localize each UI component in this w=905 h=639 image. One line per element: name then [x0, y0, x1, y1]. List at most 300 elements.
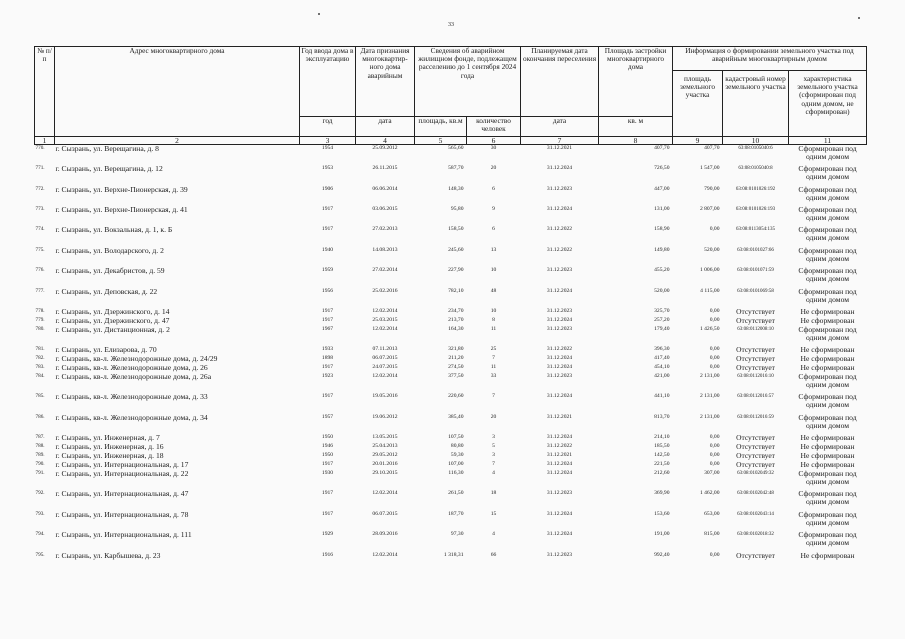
row-characteristic: Сформирован под одним домом [798, 509, 857, 527]
row-area: 213,70 [448, 316, 464, 323]
row-build-area: 520,00 [654, 287, 670, 294]
unit-area: площадь, кв.м [415, 117, 467, 137]
row-people: 25 [490, 345, 497, 352]
row-year: 1954 [321, 145, 334, 151]
row-year: 1917 [321, 363, 334, 370]
colnum-5: 5 [415, 137, 467, 145]
row-number: 783. [35, 363, 45, 370]
row-cadastral: 63:08:0112008:10 [737, 326, 774, 332]
row-build-area: 185,50 [654, 442, 670, 449]
row-year: 1940 [321, 246, 334, 253]
row-planned-date: 31.12.2024 [546, 460, 573, 467]
table-row [35, 165, 867, 186]
row-people: 3 [492, 433, 495, 440]
row-planned-date: 31.12.2023 [546, 372, 573, 379]
row-address: г. Сызрань, ул. Вокзальная, д. 1, к. Б [55, 224, 173, 234]
row-address: г. Сызрань, ул. Интернациональная, д. 22 [55, 468, 189, 478]
row-planned-date: 31.12.2024 [546, 392, 573, 399]
row-people: 11 [490, 325, 497, 332]
row-build-area: 726,50 [654, 164, 670, 171]
row-land-area: 653,00 [704, 510, 720, 517]
row-area: 164,30 [448, 325, 464, 332]
header-fund-info: Сведения об аварийном жилищном фонде, подлежащем расселению до 1 сентября 2024 года [415, 47, 521, 117]
row-planned-date: 31.12.2023 [546, 489, 573, 496]
row-address: г. Сызрань, ул. Дистанционная, д. 2 [55, 324, 170, 334]
row-characteristic: Не сформирован [800, 550, 855, 560]
row-characteristic: Сформирован под одним домом [798, 224, 857, 242]
row-land-area: 0,00 [709, 433, 720, 440]
unit-planned-date: дата [521, 117, 599, 137]
row-area: 1 318,31 [443, 551, 464, 558]
row-area: 80,80 [450, 442, 464, 449]
scan-speck [858, 17, 860, 19]
colnum-3: 3 [300, 137, 356, 145]
row-land-area: 0,00 [709, 354, 720, 361]
row-year: 1898 [321, 354, 334, 361]
row-people: 30 [490, 145, 497, 151]
row-year: 1906 [321, 185, 334, 192]
header-number: № п/п [35, 47, 55, 137]
row-planned-date: 31.12.2024 [546, 433, 573, 440]
row-people: 20 [490, 413, 497, 420]
row-number: 787. [35, 433, 45, 440]
table-row [35, 373, 867, 393]
row-emergency-date: 28.09.2016 [372, 530, 398, 537]
row-emergency-date: 06.07.2015 [372, 354, 398, 361]
row-cadastral: Отсутствует [736, 432, 775, 442]
row-characteristic: Не сформирован [800, 306, 855, 316]
row-people: 20 [490, 164, 497, 171]
row-address: г. Сызрань, кв-л. Железнодорожные дома, д. 24/29 [55, 353, 218, 363]
row-land-area: 2 131,00 [699, 413, 720, 420]
row-year: 1917 [321, 510, 334, 517]
row-land-area: 1 462,00 [699, 489, 720, 496]
row-area: 59,30 [450, 451, 464, 458]
row-people: 15 [490, 510, 497, 517]
row-people: 6 [492, 225, 495, 232]
row-characteristic: Не сформирован [800, 432, 855, 442]
header-cadastral: кадастровый номер земельного участка [723, 71, 789, 137]
row-address: г. Сызрань, ул. Верхне-Пионерская, д. 39 [55, 184, 188, 194]
row-land-area: 2 131,00 [699, 392, 720, 399]
row-land-area: 407,70 [704, 145, 720, 151]
row-people: 18 [490, 489, 497, 496]
row-address: г. Сызрань, кв-л. Железнодорожные дома, д. 33 [55, 391, 208, 401]
row-number: 791. [35, 469, 45, 476]
row-number: 792. [35, 489, 45, 496]
colnum-1: 1 [35, 137, 55, 145]
row-people: 33 [490, 372, 497, 379]
row-number: 771. [35, 164, 45, 171]
row-number: 782. [35, 354, 45, 361]
row-people: 8 [492, 316, 495, 323]
row-number: 779. [35, 316, 45, 323]
row-land-area: 1 426,50 [699, 325, 720, 332]
row-land-area: 0,00 [709, 225, 720, 232]
row-emergency-date: 25.09.2012 [372, 145, 398, 151]
table-row [35, 393, 867, 414]
row-emergency-date: 06.06.2014 [372, 185, 398, 192]
row-emergency-date: 24.07.2015 [372, 363, 398, 370]
row-land-area: 0,00 [709, 363, 720, 370]
header-emergency-date: Дата признания многоквартир-ного дома аварийным [356, 47, 415, 117]
row-emergency-date: 27.02.2013 [372, 225, 398, 232]
table-row [35, 326, 867, 346]
row-planned-date: 31.12.2023 [546, 185, 573, 192]
row-land-area: 2 807,00 [699, 205, 720, 212]
row-cadastral: Отсутствует [736, 315, 775, 325]
row-planned-date: 31.12.2022 [546, 246, 573, 253]
row-characteristic: Сформирован под одним домом [798, 468, 857, 486]
row-year: 1917 [321, 316, 334, 323]
row-year: 1923 [321, 372, 334, 379]
row-number: 788. [35, 442, 45, 449]
row-number: 794. [35, 530, 45, 537]
table-row [35, 414, 867, 434]
row-characteristic: Не сформирован [800, 450, 855, 460]
row-area: 261,50 [448, 489, 464, 496]
row-address: г. Сызрань, ул. Декабристов, д. 59 [55, 265, 165, 275]
row-year: 1916 [321, 551, 334, 558]
row-number: 786. [35, 413, 45, 420]
colnum-6: 6 [467, 137, 521, 145]
row-build-area: 369,90 [654, 489, 670, 496]
row-emergency-date: 13.05.2015 [372, 433, 398, 440]
table-row [35, 206, 867, 226]
row-number: 774. [35, 225, 45, 232]
row-address: г. Сызрань, ул. Дзержинского, д. 47 [55, 315, 170, 325]
row-characteristic: Сформирован под одним домом [798, 144, 857, 161]
row-cadastral: 63:08:0101027:66 [737, 247, 774, 253]
row-year: 1917 [321, 392, 334, 399]
row-planned-date: 31.12.2024 [546, 287, 573, 294]
row-year: 1917 [321, 307, 334, 314]
row-emergency-date: 29.05.2012 [372, 451, 398, 458]
row-characteristic: Сформирован под одним домом [798, 412, 857, 430]
header-year: Год ввода дома в эксплуатацию [300, 47, 356, 117]
row-characteristic: Сформирован под одним домом [798, 371, 857, 389]
colnum-4: 4 [356, 137, 415, 145]
row-area: 95,80 [450, 205, 464, 212]
row-cadastral: 63:08:0105040:6 [738, 146, 773, 151]
colnum-9: 9 [673, 137, 723, 145]
row-build-area: 214,10 [654, 433, 670, 440]
row-planned-date: 31.12.2021 [546, 145, 573, 151]
row-area: 565,60 [448, 145, 464, 151]
row-characteristic: Сформирован под одним домом [798, 391, 857, 409]
row-number: 789. [35, 451, 45, 458]
row-land-area: 0,00 [709, 345, 720, 352]
row-emergency-date: 27.02.2014 [372, 266, 398, 273]
row-area: 116,30 [448, 469, 464, 476]
row-area: 587,70 [448, 164, 464, 171]
row-emergency-date: 07.11.2013 [372, 345, 398, 352]
row-number: 781. [35, 345, 45, 352]
row-characteristic: Не сформирован [800, 353, 855, 363]
unit-build-area: кв. м [599, 117, 673, 137]
header-planned-date: Планируемая дата окончания переселения [521, 47, 599, 117]
table-row [35, 552, 867, 561]
row-people: 10 [490, 307, 497, 314]
row-number: 778. [35, 307, 45, 314]
row-area: 227,90 [448, 266, 464, 273]
row-build-area: 131,00 [654, 205, 670, 212]
row-land-area: 0,00 [709, 316, 720, 323]
row-build-area: 441,10 [654, 392, 670, 399]
row-build-area: 813,70 [654, 413, 670, 420]
row-address: г. Сызрань, кв-л. Железнодорожные дома, д. 34 [55, 412, 208, 422]
row-build-area: 142,50 [654, 451, 670, 458]
row-build-area: 455,20 [654, 266, 670, 273]
unit-date: дата [356, 117, 415, 137]
row-planned-date: 31.12.2021 [546, 451, 573, 458]
unit-people: количество человек [467, 117, 521, 137]
row-planned-date: 31.12.2024 [546, 469, 573, 476]
row-people: 4 [492, 469, 495, 476]
row-address: г. Сызрань, ул. Елизарова, д. 70 [55, 344, 157, 354]
row-number: 773. [35, 205, 45, 212]
row-people: 11 [490, 363, 497, 370]
row-build-area: 325,70 [654, 307, 670, 314]
row-cadastral: 63:08:0101071:59 [737, 267, 774, 273]
row-planned-date: 31.12.2024 [546, 164, 573, 171]
row-people: 3 [492, 451, 495, 458]
row-area: 245,60 [448, 246, 464, 253]
row-address: г. Сызрань, ул. Инженерная, д. 18 [55, 450, 164, 460]
row-land-area: 307,00 [704, 469, 720, 476]
row-year: 1917 [321, 460, 334, 467]
unit-year: год [300, 117, 356, 137]
row-build-area: 454,10 [654, 363, 670, 370]
table-row [35, 226, 867, 247]
row-emergency-date: 19.05.2016 [372, 392, 398, 399]
row-cadastral: 63:08:0101026:193 [735, 206, 776, 212]
table-row [35, 145, 867, 165]
row-characteristic: Сформирован под одним домом [798, 286, 857, 304]
row-year: 1929 [321, 530, 334, 537]
row-land-area: 4 115,00 [700, 287, 720, 294]
row-characteristic: Не сформирован [800, 344, 855, 354]
row-number: 776. [35, 266, 45, 273]
scan-speck [318, 13, 320, 15]
row-emergency-date: 12.02.2014 [372, 551, 398, 558]
row-year: 1946 [321, 442, 334, 449]
row-address: г. Сызрань, ул. Интернациональная, д. 47 [55, 488, 189, 498]
row-people: 10 [490, 266, 497, 273]
row-cadastral: 63:08:0102043:14 [737, 511, 774, 517]
row-address: г. Сызрань, ул. Володарского, д. 2 [55, 245, 164, 255]
row-characteristic: Сформирован под одним домом [798, 184, 857, 202]
row-people: 7 [492, 392, 495, 399]
row-planned-date: 31.12.2023 [546, 551, 573, 558]
row-characteristic: Сформирован под одним домом [798, 488, 857, 506]
colnum-11: 11 [789, 137, 867, 145]
row-cadastral: 63:08:0105040:8 [738, 165, 773, 171]
row-people: 48 [490, 287, 497, 294]
row-build-area: 257,20 [654, 316, 670, 323]
colnum-8: 8 [599, 137, 673, 145]
row-year: 1933 [321, 345, 334, 352]
row-build-area: 153,60 [654, 510, 670, 517]
row-year: 1953 [321, 164, 334, 171]
header-land-info: Информация о формировании земельного участка под аварийным многоквартирным домом [673, 47, 867, 71]
row-build-area: 421,00 [654, 372, 670, 379]
table-row [35, 470, 867, 490]
row-people: 7 [492, 354, 495, 361]
row-area: 187,70 [448, 510, 464, 517]
row-build-area: 158,90 [654, 225, 670, 232]
row-area: 782,10 [448, 287, 464, 294]
row-area: 148,30 [448, 185, 464, 192]
row-number: 785. [35, 392, 45, 399]
row-cadastral: Отсутствует [736, 306, 775, 316]
row-area: 274,50 [448, 363, 464, 370]
table-row [35, 186, 867, 206]
row-area: 234,70 [448, 307, 464, 314]
row-emergency-date: 14.08.2013 [372, 246, 398, 253]
row-year: 1967 [321, 325, 334, 332]
colnum-10: 10 [723, 137, 789, 145]
row-characteristic: Сформирован под одним домом [798, 163, 857, 181]
row-land-area: 0,00 [709, 442, 720, 449]
row-emergency-date: 29.10.2015 [372, 469, 398, 476]
row-build-area: 417,40 [654, 354, 670, 361]
row-land-area: 0,00 [709, 551, 720, 558]
row-number: 780. [35, 325, 45, 332]
header-characteristic: характеристика земельного участка (сформирован под одним домом, не сформирован) [789, 71, 867, 137]
row-planned-date: 31.12.2024 [546, 530, 573, 537]
table-row [35, 531, 867, 552]
row-emergency-date: 19.06.2012 [372, 413, 398, 420]
row-land-area: 0,00 [709, 451, 720, 458]
row-year: 1959 [321, 266, 334, 273]
row-address: г. Сызрань, ул. Интернациональная, д. 111 [55, 529, 192, 539]
row-address: г. Сызрань, ул. Инженерная, д. 16 [55, 441, 164, 451]
row-emergency-date: 20.01.2016 [372, 460, 398, 467]
row-emergency-date: 26.11.2015 [372, 164, 398, 171]
row-area: 97,30 [450, 530, 464, 537]
row-address: г. Сызрань, ул. Интернациональная, д. 17 [55, 459, 189, 469]
header-address: Адрес многоквартирного дома [55, 47, 300, 137]
row-build-area: 212,60 [654, 469, 670, 476]
row-year: 1956 [321, 287, 334, 294]
row-build-area: 179,40 [654, 325, 670, 332]
row-emergency-date: 12.02.2014 [372, 489, 398, 496]
row-planned-date: 31.12.2021 [546, 413, 573, 420]
row-planned-date: 31.12.2023 [546, 266, 573, 273]
row-year: 1950 [321, 451, 334, 458]
table-row [35, 247, 867, 267]
row-address: г. Сызрань, ул. Верхне-Пионерская, д. 41 [55, 204, 188, 214]
row-land-area: 0,00 [709, 307, 720, 314]
row-land-area: 1 547,00 [699, 164, 720, 171]
page-number: 33 [448, 22, 454, 28]
row-build-area: 191,00 [654, 530, 670, 537]
row-land-area: 2 131,00 [699, 372, 720, 379]
row-emergency-date: 12.02.2014 [372, 325, 398, 332]
row-year: 1930 [321, 469, 334, 476]
row-planned-date: 31.12.2022 [546, 345, 573, 352]
row-cadastral: 63:08:0112016:10 [737, 373, 774, 379]
row-area: 158,50 [448, 225, 464, 232]
row-area: 107,50 [448, 433, 464, 440]
row-cadastral: Отсутствует [736, 344, 775, 354]
row-year: 1917 [321, 205, 334, 212]
row-year: 1917 [321, 489, 334, 496]
row-cadastral: Отсутствует [736, 550, 775, 560]
row-cadastral: Отсутствует [736, 459, 775, 469]
row-area: 321,80 [448, 345, 464, 352]
colnum-7: 7 [521, 137, 599, 145]
row-emergency-date: 25.02.2016 [372, 287, 398, 294]
row-address: г. Сызрань, ул. Деповская, д. 22 [55, 286, 158, 296]
row-build-area: 396,30 [654, 345, 670, 352]
row-build-area: 447,00 [654, 185, 670, 192]
row-cadastral: 63:08:0112016:59 [737, 414, 774, 420]
row-characteristic: Сформирован под одним домом [798, 245, 857, 263]
row-cadastral: Отсутствует [736, 450, 775, 460]
row-number: 795. [35, 551, 45, 558]
row-cadastral: 63:08:0102018:32 [737, 531, 774, 537]
row-address: г. Сызрань, кв-л. Железнодорожные дома, д. 26а [55, 371, 212, 381]
row-cadastral: Отсутствует [736, 353, 775, 363]
row-land-area: 520,00 [704, 246, 720, 253]
row-number: 770. [35, 145, 45, 151]
row-people: 4 [492, 530, 495, 537]
row-people: 6 [492, 185, 495, 192]
table-row [35, 267, 867, 288]
row-characteristic: Не сформирован [800, 315, 855, 325]
row-emergency-date: 12.02.2014 [372, 307, 398, 314]
row-build-area: 992,40 [654, 551, 670, 558]
row-address: г. Сызрань, ул. Карбышева, д. 23 [55, 550, 161, 560]
row-area: 385,40 [448, 413, 464, 420]
row-build-area: 221,50 [654, 460, 670, 467]
row-emergency-date: 03.06.2015 [372, 205, 398, 212]
row-build-area: 149,80 [654, 246, 670, 253]
header-land-area: площадь земельного участка [673, 71, 723, 137]
row-address: г. Сызрань, ул. Верещагина, д. 12 [55, 163, 163, 173]
row-area: 220,60 [448, 392, 464, 399]
row-planned-date: 31.12.2023 [546, 307, 573, 314]
row-address: г. Сызрань, ул. Инженерная, д. 7 [55, 432, 160, 442]
row-characteristic: Не сформирован [800, 441, 855, 451]
row-address: г. Сызрань, ул. Интернациональная, д. 78 [55, 509, 189, 519]
row-land-area: 0,00 [709, 460, 720, 467]
row-address: г. Сызрань, кв-л. Железнодорожные дома, д. 26 [55, 362, 208, 372]
colnum-2: 2 [55, 137, 300, 145]
row-number: 784. [35, 372, 45, 379]
row-characteristic: Не сформирован [800, 362, 855, 372]
row-people: 9 [492, 205, 495, 212]
row-address: г. Сызрань, ул. Дзержинского, д. 14 [55, 306, 170, 316]
row-land-area: 790,00 [704, 185, 720, 192]
row-people: 7 [492, 460, 495, 467]
row-year: 1917 [321, 225, 334, 232]
row-people: 5 [492, 442, 495, 449]
row-characteristic: Сформирован под одним домом [798, 265, 857, 283]
row-characteristic: Сформирован под одним домом [798, 529, 857, 547]
row-build-area: 407,70 [654, 145, 670, 151]
row-cadastral: Отсутствует [736, 441, 775, 451]
row-characteristic: Не сформирован [800, 459, 855, 469]
row-characteristic: Сформирован под одним домом [798, 204, 857, 222]
row-area: 211,20 [448, 354, 464, 361]
emergency-housing-table [34, 46, 867, 561]
row-cadastral: 63:08:0101026:192 [735, 186, 776, 192]
row-cadastral: 63:08:0112016:57 [737, 393, 774, 399]
row-area: 377,50 [448, 372, 464, 379]
